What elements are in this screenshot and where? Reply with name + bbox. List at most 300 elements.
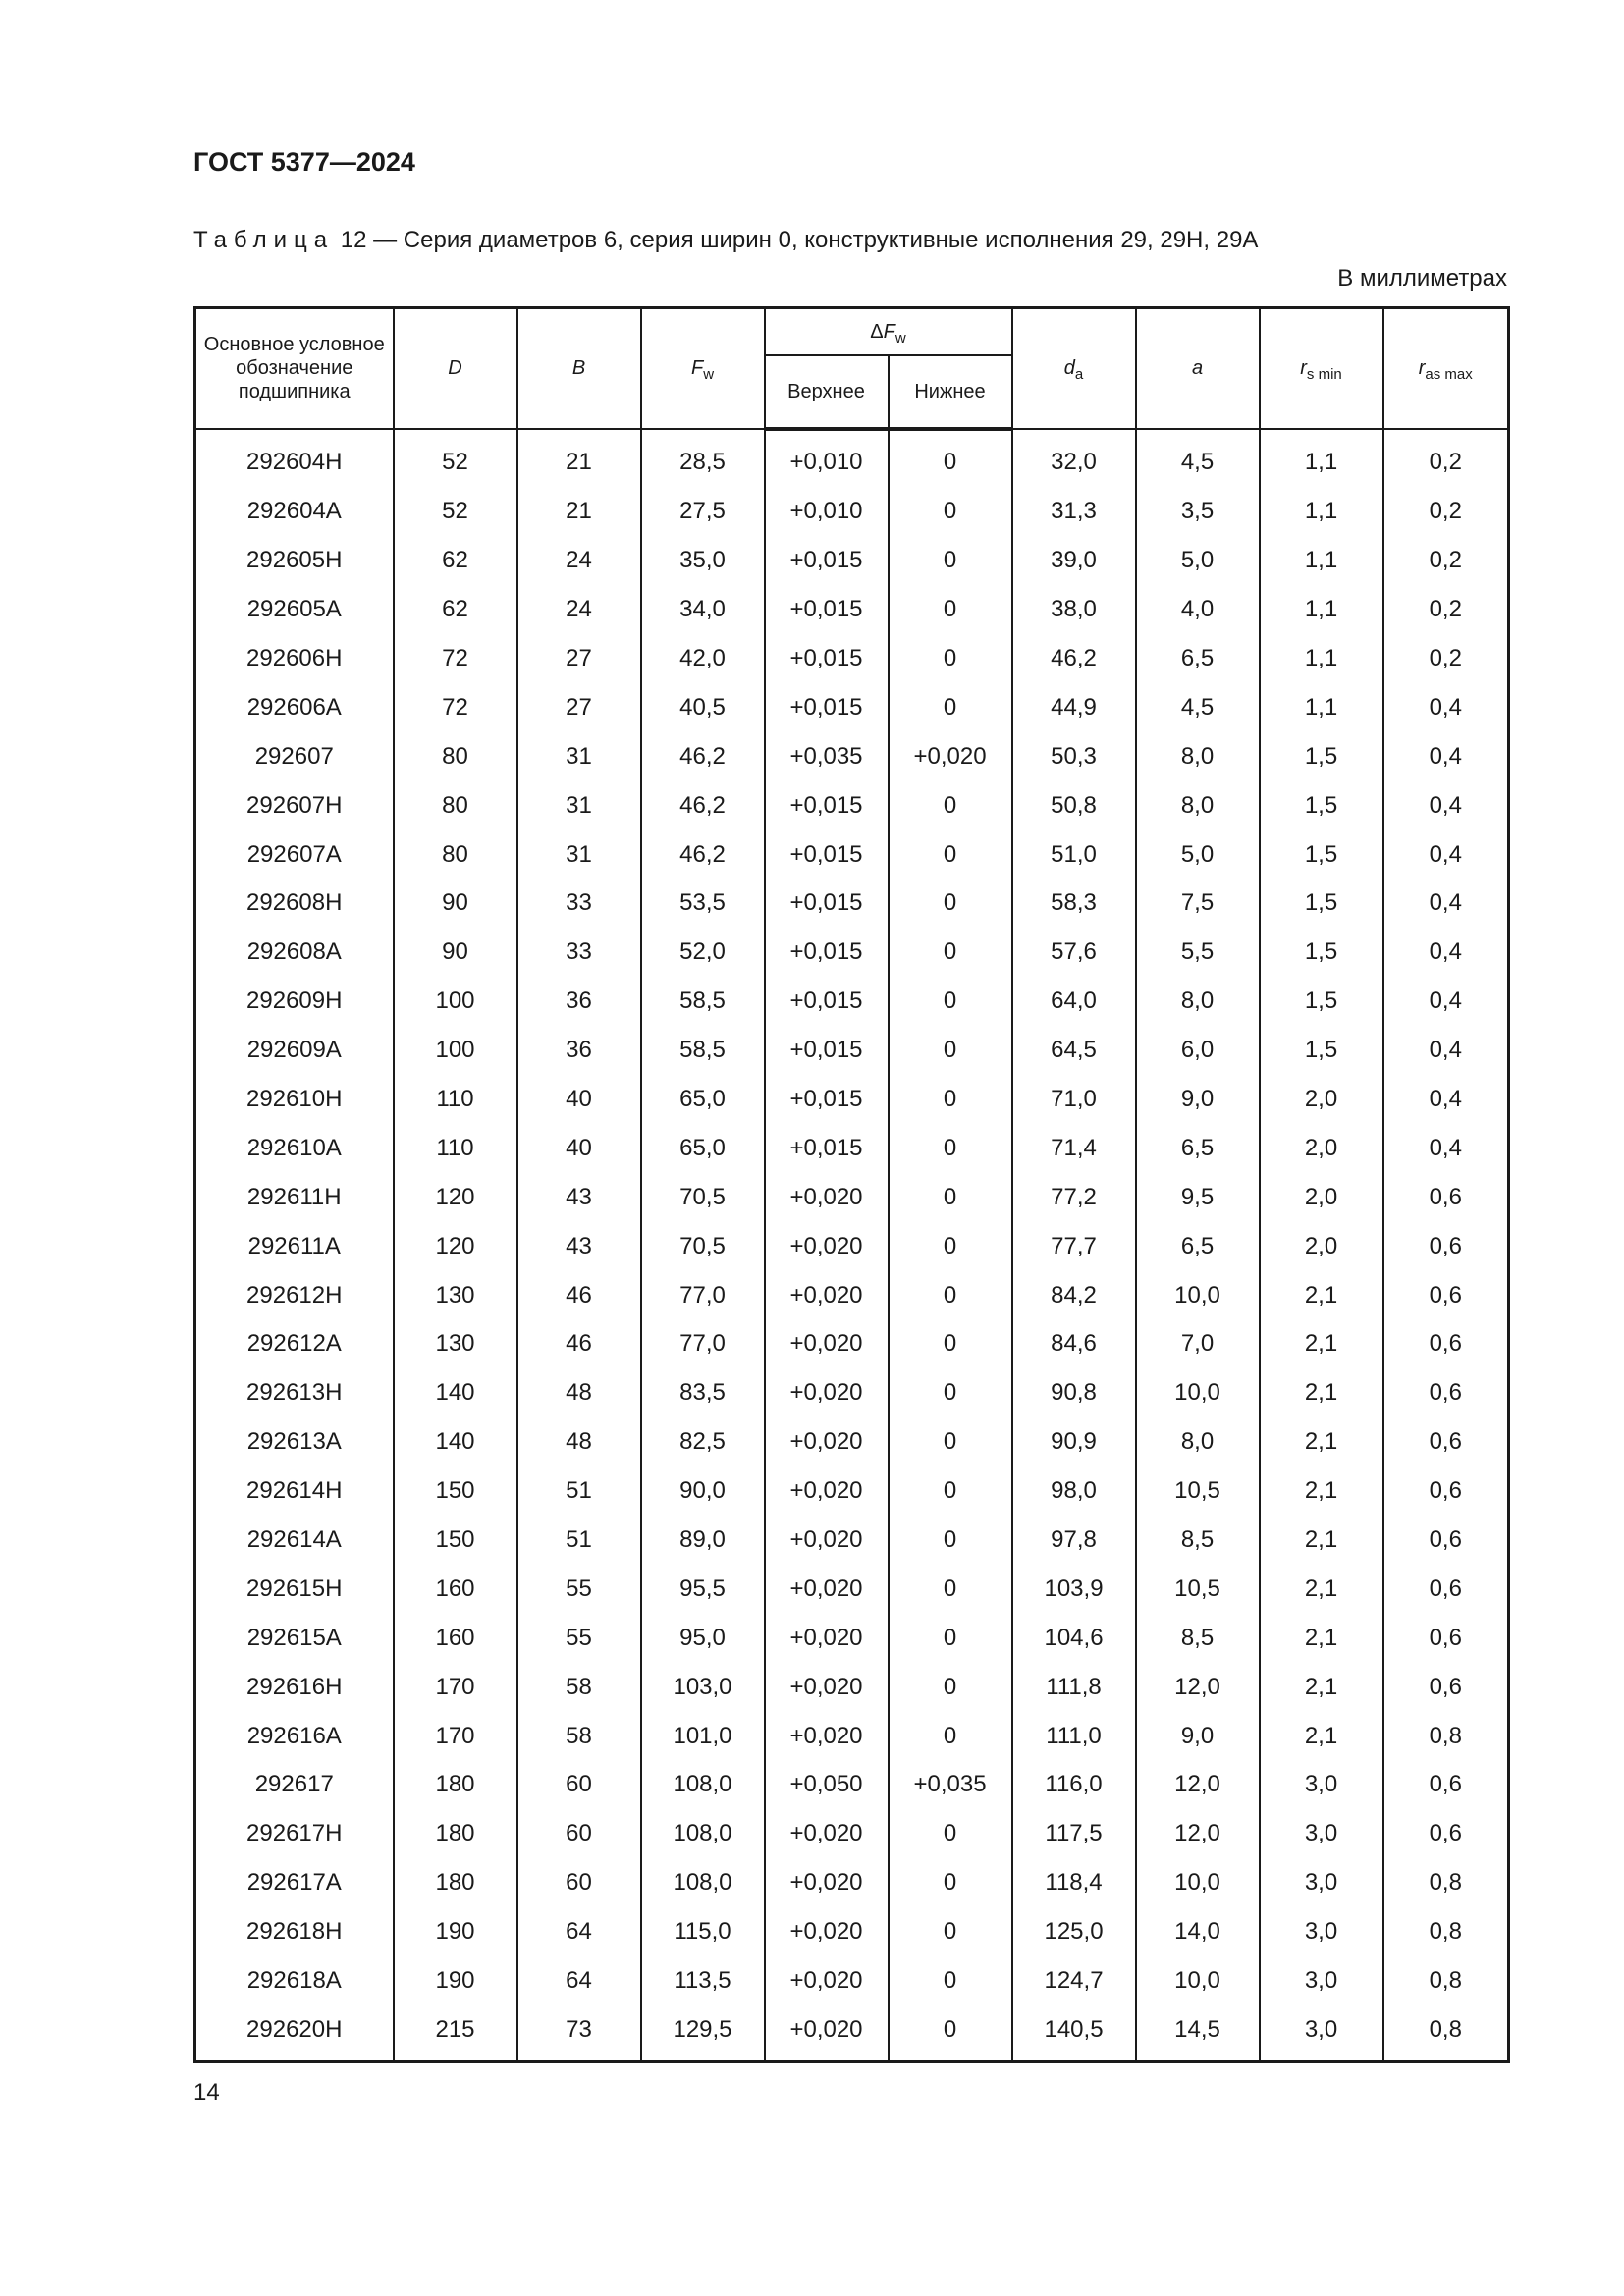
cell-rs-min: 3,0: [1260, 1907, 1383, 1956]
cell-B: 48: [517, 1417, 641, 1467]
cell-Fw: 82,5: [641, 1417, 765, 1467]
cell-rs-min: 3,0: [1260, 1956, 1383, 2005]
cell-D: 130: [394, 1271, 517, 1320]
cell-dFw-upper: +0,020: [765, 1173, 889, 1222]
cell-dFw-upper: +0,015: [765, 1075, 889, 1124]
cell-rs-min: 1,5: [1260, 781, 1383, 830]
cell-dFw-upper: +0,020: [765, 1809, 889, 1858]
cell-da: 116,0: [1012, 1761, 1136, 1810]
cell-da: 84,6: [1012, 1320, 1136, 1369]
cell-Fw: 42,0: [641, 634, 765, 683]
cell-dFw-upper: +0,020: [765, 1516, 889, 1565]
table-row: [195, 1663, 1509, 1712]
cell-B: 48: [517, 1368, 641, 1417]
cell-dFw-lower: 0: [889, 585, 1012, 634]
cell-dFw-upper: +0,020: [765, 1907, 889, 1956]
cell-D: 72: [394, 683, 517, 732]
cell-ras-max: 0,6: [1383, 1417, 1509, 1467]
cell-dFw-lower: 0: [889, 1907, 1012, 1956]
cell-a: 4,0: [1136, 585, 1260, 634]
cell-a: 8,0: [1136, 781, 1260, 830]
cell-a: 12,0: [1136, 1663, 1260, 1712]
cell-Fw: 65,0: [641, 1075, 765, 1124]
cell-designation: 292612А: [195, 1320, 394, 1369]
cell-da: 111,0: [1012, 1712, 1136, 1761]
cell-da: 97,8: [1012, 1516, 1136, 1565]
header-rs-min: [1260, 308, 1383, 429]
cell-ras-max: 0,6: [1383, 1320, 1509, 1369]
cell-designation: 292614А: [195, 1516, 394, 1565]
cell-a: 10,0: [1136, 1956, 1260, 2005]
header-D: D: [394, 308, 517, 429]
cell-dFw-upper: +0,015: [765, 683, 889, 732]
table-row: [195, 585, 1509, 634]
cell-dFw-upper: +0,010: [765, 429, 889, 488]
cell-ras-max: 0,4: [1383, 683, 1509, 732]
table-row: [195, 2005, 1509, 2061]
cell-D: 110: [394, 1124, 517, 1173]
cell-dFw-upper: +0,020: [765, 1858, 889, 1907]
cell-dFw-lower: 0: [889, 1417, 1012, 1467]
cell-B: 40: [517, 1075, 641, 1124]
cell-rs-min: 1,5: [1260, 977, 1383, 1026]
cell-dFw-upper: +0,020: [765, 1614, 889, 1663]
cell-a: 10,5: [1136, 1467, 1260, 1516]
cell-ras-max: 0,2: [1383, 634, 1509, 683]
cell-dFw-upper: +0,020: [765, 1222, 889, 1271]
cell-dFw-lower: 0: [889, 429, 1012, 488]
cell-dFw-upper: +0,015: [765, 977, 889, 1026]
cell-da: 57,6: [1012, 928, 1136, 977]
cell-da: 104,6: [1012, 1614, 1136, 1663]
cell-ras-max: 0,2: [1383, 536, 1509, 585]
cell-designation: 292608Н: [195, 880, 394, 929]
cell-Fw: 28,5: [641, 429, 765, 488]
cell-designation: 292618А: [195, 1956, 394, 2005]
cell-designation: 292610А: [195, 1124, 394, 1173]
cell-ras-max: 0,4: [1383, 732, 1509, 781]
table-row: [195, 1614, 1509, 1663]
header-Fw-sub: w: [703, 366, 715, 384]
cell-designation: 292607: [195, 732, 394, 781]
cell-rs-min: 2,1: [1260, 1320, 1383, 1369]
cell-rs-min: 1,1: [1260, 683, 1383, 732]
table-row: [195, 1417, 1509, 1467]
cell-B: 60: [517, 1809, 641, 1858]
cell-rs-min: 3,0: [1260, 1858, 1383, 1907]
table-row: [195, 1320, 1509, 1369]
cell-rs-min: 2,1: [1260, 1614, 1383, 1663]
cell-a: 9,0: [1136, 1712, 1260, 1761]
table-caption-prefix: Таблица: [193, 227, 335, 253]
cell-designation: 292607А: [195, 830, 394, 880]
cell-D: 190: [394, 1907, 517, 1956]
table-row: [195, 1516, 1509, 1565]
table-row: [195, 880, 1509, 929]
cell-B: 21: [517, 487, 641, 536]
cell-dFw-lower: 0: [889, 977, 1012, 1026]
cell-rs-min: 1,5: [1260, 1026, 1383, 1075]
cell-dFw-lower: 0: [889, 781, 1012, 830]
document-code: ГОСТ 5377—2024: [193, 147, 415, 177]
cell-a: 12,0: [1136, 1761, 1260, 1810]
header-delta-Fw: [765, 308, 1012, 355]
cell-B: 73: [517, 2005, 641, 2061]
cell-B: 36: [517, 977, 641, 1026]
cell-ras-max: 0,4: [1383, 1075, 1509, 1124]
cell-B: 51: [517, 1516, 641, 1565]
cell-ras-max: 0,6: [1383, 1565, 1509, 1614]
cell-D: 80: [394, 732, 517, 781]
cell-Fw: 27,5: [641, 487, 765, 536]
cell-rs-min: 1,1: [1260, 487, 1383, 536]
cell-dFw-lower: 0: [889, 1712, 1012, 1761]
cell-ras-max: 0,6: [1383, 1761, 1509, 1810]
cell-dFw-lower: 0: [889, 1467, 1012, 1516]
cell-a: 10,0: [1136, 1271, 1260, 1320]
cell-ras-max: 0,8: [1383, 2005, 1509, 2061]
cell-rs-min: 3,0: [1260, 1809, 1383, 1858]
cell-Fw: 89,0: [641, 1516, 765, 1565]
cell-a: 6,5: [1136, 1124, 1260, 1173]
cell-dFw-upper: +0,010: [765, 487, 889, 536]
cell-B: 51: [517, 1467, 641, 1516]
table-row: [195, 1222, 1509, 1271]
table-row: [195, 1124, 1509, 1173]
table-row: [195, 634, 1509, 683]
cell-rs-min: 1,1: [1260, 429, 1383, 488]
cell-dFw-lower: 0: [889, 1368, 1012, 1417]
cell-B: 64: [517, 1907, 641, 1956]
cell-B: 40: [517, 1124, 641, 1173]
cell-ras-max: 0,6: [1383, 1614, 1509, 1663]
cell-B: 31: [517, 830, 641, 880]
cell-a: 14,0: [1136, 1907, 1260, 1956]
cell-da: 64,5: [1012, 1026, 1136, 1075]
header-da: [1012, 308, 1136, 429]
cell-ras-max: 0,6: [1383, 1368, 1509, 1417]
table-row: [195, 1368, 1509, 1417]
cell-dFw-lower: 0: [889, 536, 1012, 585]
cell-Fw: 77,0: [641, 1271, 765, 1320]
cell-Fw: 108,0: [641, 1761, 765, 1810]
cell-rs-min: 2,0: [1260, 1173, 1383, 1222]
table-row: [195, 732, 1509, 781]
cell-dFw-lower: 0: [889, 1222, 1012, 1271]
cell-ras-max: 0,6: [1383, 1663, 1509, 1712]
cell-a: 8,0: [1136, 732, 1260, 781]
cell-designation: 292613А: [195, 1417, 394, 1467]
cell-designation: 292605Н: [195, 536, 394, 585]
table-row: [195, 536, 1509, 585]
cell-dFw-upper: +0,015: [765, 1124, 889, 1173]
cell-rs-min: 2,1: [1260, 1271, 1383, 1320]
header-upper: Верхнее: [765, 355, 889, 429]
cell-dFw-lower: 0: [889, 1075, 1012, 1124]
cell-a: 9,5: [1136, 1173, 1260, 1222]
cell-D: 90: [394, 880, 517, 929]
cell-dFw-upper: +0,020: [765, 1417, 889, 1467]
cell-rs-min: 2,1: [1260, 1417, 1383, 1467]
cell-ras-max: 0,2: [1383, 585, 1509, 634]
cell-da: 124,7: [1012, 1956, 1136, 2005]
cell-designation: 292606Н: [195, 634, 394, 683]
cell-da: 71,4: [1012, 1124, 1136, 1173]
cell-a: 5,5: [1136, 928, 1260, 977]
page-number: 14: [193, 2079, 220, 2106]
cell-D: 120: [394, 1222, 517, 1271]
cell-designation: 292611Н: [195, 1173, 394, 1222]
cell-Fw: 83,5: [641, 1368, 765, 1417]
cell-designation: 292604А: [195, 487, 394, 536]
cell-D: 190: [394, 1956, 517, 2005]
cell-Fw: 58,5: [641, 1026, 765, 1075]
cell-dFw-upper: +0,015: [765, 1026, 889, 1075]
cell-D: 170: [394, 1663, 517, 1712]
cell-Fw: 103,0: [641, 1663, 765, 1712]
cell-da: 98,0: [1012, 1467, 1136, 1516]
cell-B: 31: [517, 781, 641, 830]
cell-da: 64,0: [1012, 977, 1136, 1026]
table-row: [195, 1271, 1509, 1320]
cell-da: 103,9: [1012, 1565, 1136, 1614]
cell-a: 4,5: [1136, 683, 1260, 732]
cell-Fw: 40,5: [641, 683, 765, 732]
cell-B: 58: [517, 1663, 641, 1712]
cell-Fw: 58,5: [641, 977, 765, 1026]
cell-B: 24: [517, 585, 641, 634]
cell-ras-max: 0,6: [1383, 1809, 1509, 1858]
header-designation: Основное условное обозначение подшипника: [195, 308, 394, 429]
table-row: [195, 1467, 1509, 1516]
cell-rs-min: 2,1: [1260, 1368, 1383, 1417]
cell-D: 80: [394, 781, 517, 830]
cell-B: 64: [517, 1956, 641, 2005]
cell-dFw-lower: 0: [889, 1026, 1012, 1075]
table-row: [195, 1858, 1509, 1907]
cell-B: 33: [517, 928, 641, 977]
cell-dFw-upper: +0,015: [765, 880, 889, 929]
cell-dFw-upper: +0,020: [765, 1663, 889, 1712]
cell-da: 125,0: [1012, 1907, 1136, 1956]
cell-a: 7,0: [1136, 1320, 1260, 1369]
cell-designation: 292604Н: [195, 429, 394, 488]
cell-ras-max: 0,6: [1383, 1222, 1509, 1271]
cell-da: 71,0: [1012, 1075, 1136, 1124]
cell-a: 6,0: [1136, 1026, 1260, 1075]
cell-dFw-lower: 0: [889, 1809, 1012, 1858]
cell-rs-min: 2,1: [1260, 1712, 1383, 1761]
cell-dFw-lower: 0: [889, 1858, 1012, 1907]
table-row: [195, 1712, 1509, 1761]
cell-dFw-upper: +0,015: [765, 781, 889, 830]
cell-dFw-upper: +0,020: [765, 1368, 889, 1417]
cell-Fw: 52,0: [641, 928, 765, 977]
table-row: [195, 1761, 1509, 1810]
cell-dFw-lower: 0: [889, 634, 1012, 683]
cell-Fw: 108,0: [641, 1809, 765, 1858]
cell-ras-max: 0,6: [1383, 1271, 1509, 1320]
cell-D: 130: [394, 1320, 517, 1369]
table-row: [195, 1026, 1509, 1075]
cell-ras-max: 0,8: [1383, 1907, 1509, 1956]
cell-B: 46: [517, 1271, 641, 1320]
cell-D: 150: [394, 1516, 517, 1565]
header-a: a: [1136, 308, 1260, 429]
cell-B: 27: [517, 683, 641, 732]
cell-D: 160: [394, 1565, 517, 1614]
cell-ras-max: 0,4: [1383, 880, 1509, 929]
cell-ras-max: 0,8: [1383, 1858, 1509, 1907]
cell-B: 27: [517, 634, 641, 683]
cell-D: 72: [394, 634, 517, 683]
cell-Fw: 34,0: [641, 585, 765, 634]
cell-dFw-lower: 0: [889, 1614, 1012, 1663]
cell-Fw: 70,5: [641, 1222, 765, 1271]
header-rs-letter: r: [1300, 357, 1307, 380]
cell-ras-max: 0,4: [1383, 928, 1509, 977]
cell-D: 180: [394, 1858, 517, 1907]
cell-D: 150: [394, 1467, 517, 1516]
header-lower: Нижнее: [889, 355, 1012, 429]
cell-D: 80: [394, 830, 517, 880]
cell-dFw-upper: +0,015: [765, 585, 889, 634]
cell-rs-min: 1,1: [1260, 634, 1383, 683]
cell-rs-min: 1,5: [1260, 928, 1383, 977]
cell-da: 38,0: [1012, 585, 1136, 634]
cell-dFw-lower: 0: [889, 1565, 1012, 1614]
cell-da: 77,7: [1012, 1222, 1136, 1271]
cell-ras-max: 0,4: [1383, 977, 1509, 1026]
cell-B: 43: [517, 1222, 641, 1271]
cell-rs-min: 2,0: [1260, 1222, 1383, 1271]
cell-ras-max: 0,2: [1383, 487, 1509, 536]
header-ras-max: [1383, 308, 1509, 429]
cell-B: 46: [517, 1320, 641, 1369]
cell-D: 62: [394, 585, 517, 634]
cell-ras-max: 0,2: [1383, 429, 1509, 488]
cell-D: 180: [394, 1809, 517, 1858]
header-da-letter: d: [1063, 357, 1075, 380]
cell-a: 3,5: [1136, 487, 1260, 536]
cell-da: 44,9: [1012, 683, 1136, 732]
cell-Fw: 46,2: [641, 781, 765, 830]
cell-Fw: 95,5: [641, 1565, 765, 1614]
table-row: [195, 1173, 1509, 1222]
cell-D: 140: [394, 1368, 517, 1417]
cell-da: 58,3: [1012, 880, 1136, 929]
cell-da: 31,3: [1012, 487, 1136, 536]
cell-D: 100: [394, 1026, 517, 1075]
cell-D: 52: [394, 429, 517, 488]
cell-dFw-lower: 0: [889, 1956, 1012, 2005]
cell-dFw-lower: 0: [889, 487, 1012, 536]
cell-designation: 292614Н: [195, 1467, 394, 1516]
cell-dFw-lower: 0: [889, 830, 1012, 880]
cell-da: 117,5: [1012, 1809, 1136, 1858]
cell-designation: 292612Н: [195, 1271, 394, 1320]
cell-rs-min: 2,0: [1260, 1075, 1383, 1124]
cell-D: 62: [394, 536, 517, 585]
cell-B: 60: [517, 1858, 641, 1907]
cell-dFw-upper: +0,050: [765, 1761, 889, 1810]
table-row: [195, 1565, 1509, 1614]
cell-dFw-upper: +0,020: [765, 1956, 889, 2005]
header-Fw-letter: F: [690, 357, 704, 380]
cell-a: 4,5: [1136, 429, 1260, 488]
cell-a: 6,5: [1136, 1222, 1260, 1271]
cell-Fw: 46,2: [641, 830, 765, 880]
cell-Fw: 113,5: [641, 1956, 765, 2005]
cell-B: 58: [517, 1712, 641, 1761]
table-row: [195, 830, 1509, 880]
cell-rs-min: 2,1: [1260, 1663, 1383, 1712]
cell-ras-max: 0,4: [1383, 1026, 1509, 1075]
cell-Fw: 115,0: [641, 1907, 765, 1956]
cell-a: 8,0: [1136, 1417, 1260, 1467]
cell-da: 84,2: [1012, 1271, 1136, 1320]
cell-dFw-lower: 0: [889, 1173, 1012, 1222]
cell-B: 24: [517, 536, 641, 585]
cell-D: 140: [394, 1417, 517, 1467]
cell-a: 8,5: [1136, 1516, 1260, 1565]
table-row: [195, 1907, 1509, 1956]
header-B: B: [517, 308, 641, 429]
cell-B: 36: [517, 1026, 641, 1075]
cell-Fw: 53,5: [641, 880, 765, 929]
cell-dFw-upper: +0,015: [765, 928, 889, 977]
table-row: [195, 1809, 1509, 1858]
cell-dFw-lower: 0: [889, 928, 1012, 977]
cell-designation: 292617А: [195, 1858, 394, 1907]
cell-dFw-upper: +0,020: [765, 1320, 889, 1369]
cell-D: 170: [394, 1712, 517, 1761]
cell-a: 12,0: [1136, 1809, 1260, 1858]
cell-dFw-upper: +0,020: [765, 1565, 889, 1614]
cell-dFw-upper: +0,035: [765, 732, 889, 781]
cell-designation: 292609Н: [195, 977, 394, 1026]
cell-designation: 292609А: [195, 1026, 394, 1075]
header-da-sub: a: [1074, 366, 1084, 384]
header-ras-letter: r: [1418, 357, 1426, 380]
cell-designation: 292616А: [195, 1712, 394, 1761]
cell-a: 7,5: [1136, 880, 1260, 929]
cell-Fw: 46,2: [641, 732, 765, 781]
cell-ras-max: 0,4: [1383, 1124, 1509, 1173]
cell-D: 52: [394, 487, 517, 536]
cell-designation: 292615А: [195, 1614, 394, 1663]
cell-B: 55: [517, 1565, 641, 1614]
cell-dFw-lower: +0,020: [889, 732, 1012, 781]
cell-da: 140,5: [1012, 2005, 1136, 2061]
table-row: [195, 683, 1509, 732]
cell-rs-min: 1,5: [1260, 830, 1383, 880]
cell-ras-max: 0,6: [1383, 1173, 1509, 1222]
cell-designation: 292617: [195, 1761, 394, 1810]
cell-designation: 292608А: [195, 928, 394, 977]
cell-designation: 292607Н: [195, 781, 394, 830]
units-note: В миллиметрах: [1337, 265, 1507, 292]
cell-dFw-lower: 0: [889, 1124, 1012, 1173]
cell-a: 8,0: [1136, 977, 1260, 1026]
table-caption-text: 12 — Серия диаметров 6, серия ширин 0, конструктивные исполнения 29, 29Н, 29А: [334, 227, 1259, 253]
cell-a: 5,0: [1136, 830, 1260, 880]
cell-Fw: 65,0: [641, 1124, 765, 1173]
cell-dFw-lower: 0: [889, 1320, 1012, 1369]
cell-dFw-lower: +0,035: [889, 1761, 1012, 1810]
cell-dFw-upper: +0,015: [765, 634, 889, 683]
cell-rs-min: 2,1: [1260, 1467, 1383, 1516]
